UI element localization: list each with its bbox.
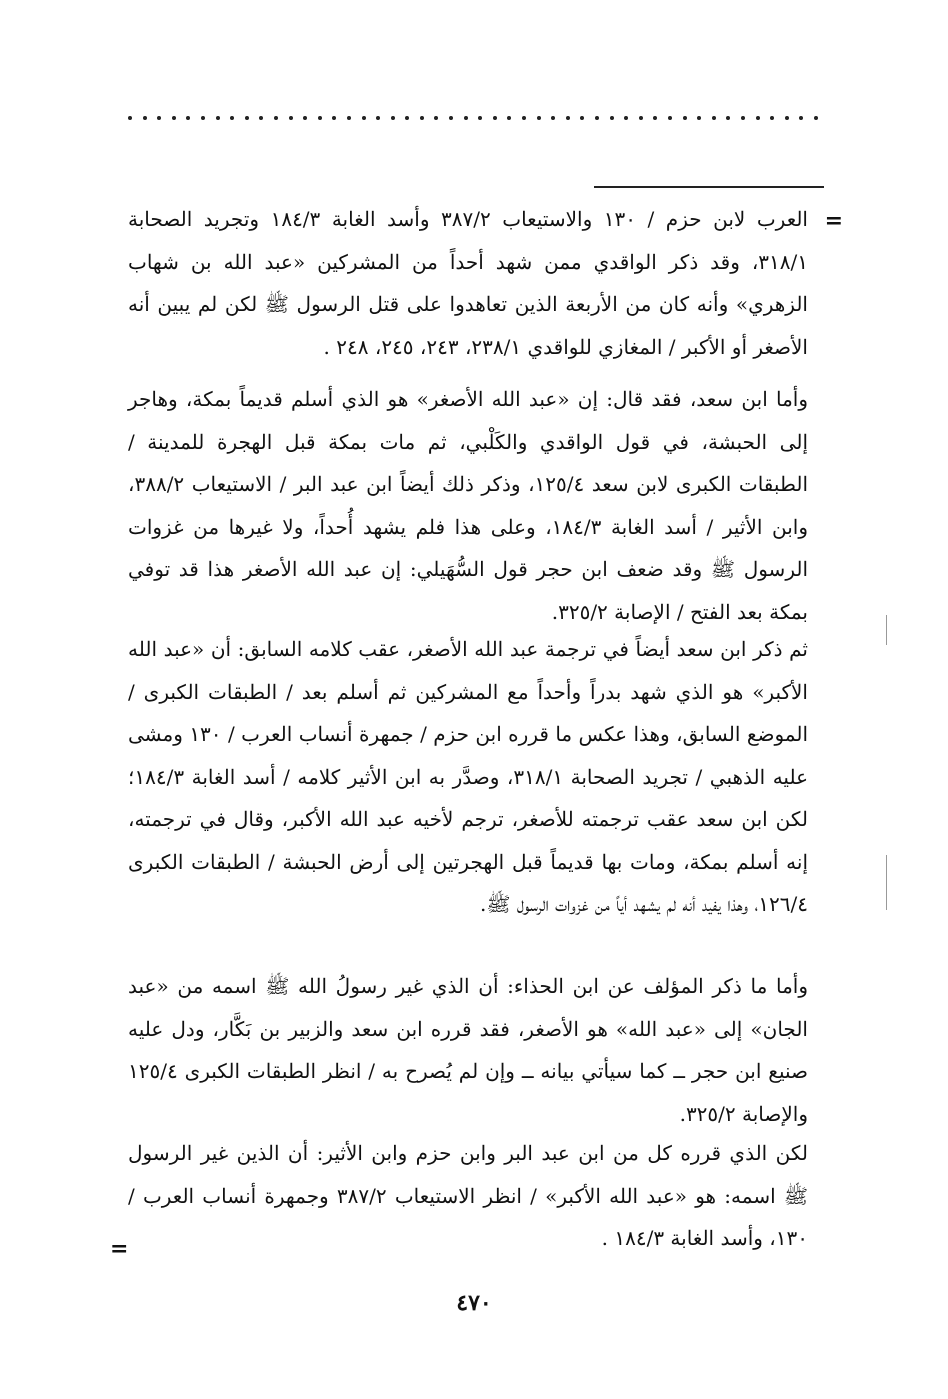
dotted-separator [128,116,818,120]
footnote-rule [594,186,824,188]
page-number: ٤٧٠ [456,1290,492,1316]
margin-mark [886,615,887,645]
footnote-paragraph: ثم ذكر ابن سعد أيضاً في ترجمة عبد الله الأصغر، عقب كلامه السابق: أن «عبد الله الأكبر» هو الذي شهد بدراً وأحداً مع المشركين ثم أسلم بعد / الطبقات الكبرى / الموضع السابق، وهذا عكس ما قرره ابن حزم / جمهرة أنساب العرب / ١٣٠ ومشى عليه الذهبي / تجريد الصحابة ٣١٨/١، وصدَّر به ابن الأثير كلامه / أسد الغابة ١٨٤/٣؛ لكن ابن سعد عقب ترجمته للأصغر، ترجم لأخيه عبد الله الأكبر، وقال في ترجمته، إنه أسلم بمكة، ومات بها قديماً قبل الهجرتين إلى أرض الحبشة / الطبقات الكبرى ١٢٦/٤، وهذا يفيد أنه لم يشهد أياً من غزوات الرسول ﷺ. [128,637,809,916]
margin-mark [886,855,887,910]
footnote-continuation-marker-bottom: = [110,1236,129,1262]
footnote-paragraph: وأما ما ذكر المؤلف عن ابن الحذاء: أن الذي غير رسولُ الله ﷺ اسمه من «عبد الجان» إلى «عبد الله» هو الأصغر، فقد قرره ابن سعد والزبير بن بَكَّار، ودل عليه صنيع ابن حجر ــ كما سيأتي بيانه ــ وإن لم يُصرح به / انظر الطبقات الكبرى ١٢٥/٤ والإصابة ٣٢٥/٢. [128,974,808,1126]
footnote-paragraph: لكن الذي قرره كل من ابن عبد البر وابن حزم وابن الأثير: أن الذين غير الرسول ﷺ اسمه: هو «عبد الله الأكبر» / انظر الاستيعاب ٣٨٧/٢ وجمهرة أنساب العرب / ١٣٠، وأسد الغابة ١٨٤/٣ . [128,1141,808,1250]
footnote-paragraph: وأما ابن سعد، فقد قال: إن «عبد الله الأصغر» هو الذي أسلم قديماً بمكة، وهاجر إلى الحبشة، في قول الواقدي والكَلْبي، ثم مات بمكة قبل الهجرة للمدينة / الطبقات الكبرى لابن سعد ١٢٥/٤، وذكر ذلك أيضاً ابن عبد البر / الاستيعاب ٣٨٨/٢، وابن الأثير / أسد الغابة ١٨٤/٣، وعلى هذا فلم يشهد أُحداً، ولا غيرها من غزوات الرسول ﷺ وقد ضعف ابن حجر قول السُّهَيلي: إن عبد الله الأصغر هذا قد توفي بمكة بعد الفتح / الإصابة ٣٢٥/٢. [128,387,808,624]
footnote-paragraph: العرب لابن حزم / ١٣٠ والاستيعاب ٣٨٧/٢ وأسد الغابة ١٨٤/٣ وتجريد الصحابة ٣١٨/١، وقد ذكر الواقدي ممن شهد أحداً من المشركين «عبد الله بن شهاب الزهري» وأنه كان من الأربعة الذين تعاهدوا على قتل الرسول ﷺ لكن لم يبين أنه الأصغر أو الأكبر / المغازي للواقدي ٢٣٨/١، ٢٤٣، ٢٤٥، ٢٤٨ . [128,207,808,359]
footnote-continuation-marker-top: = [824,208,843,234]
